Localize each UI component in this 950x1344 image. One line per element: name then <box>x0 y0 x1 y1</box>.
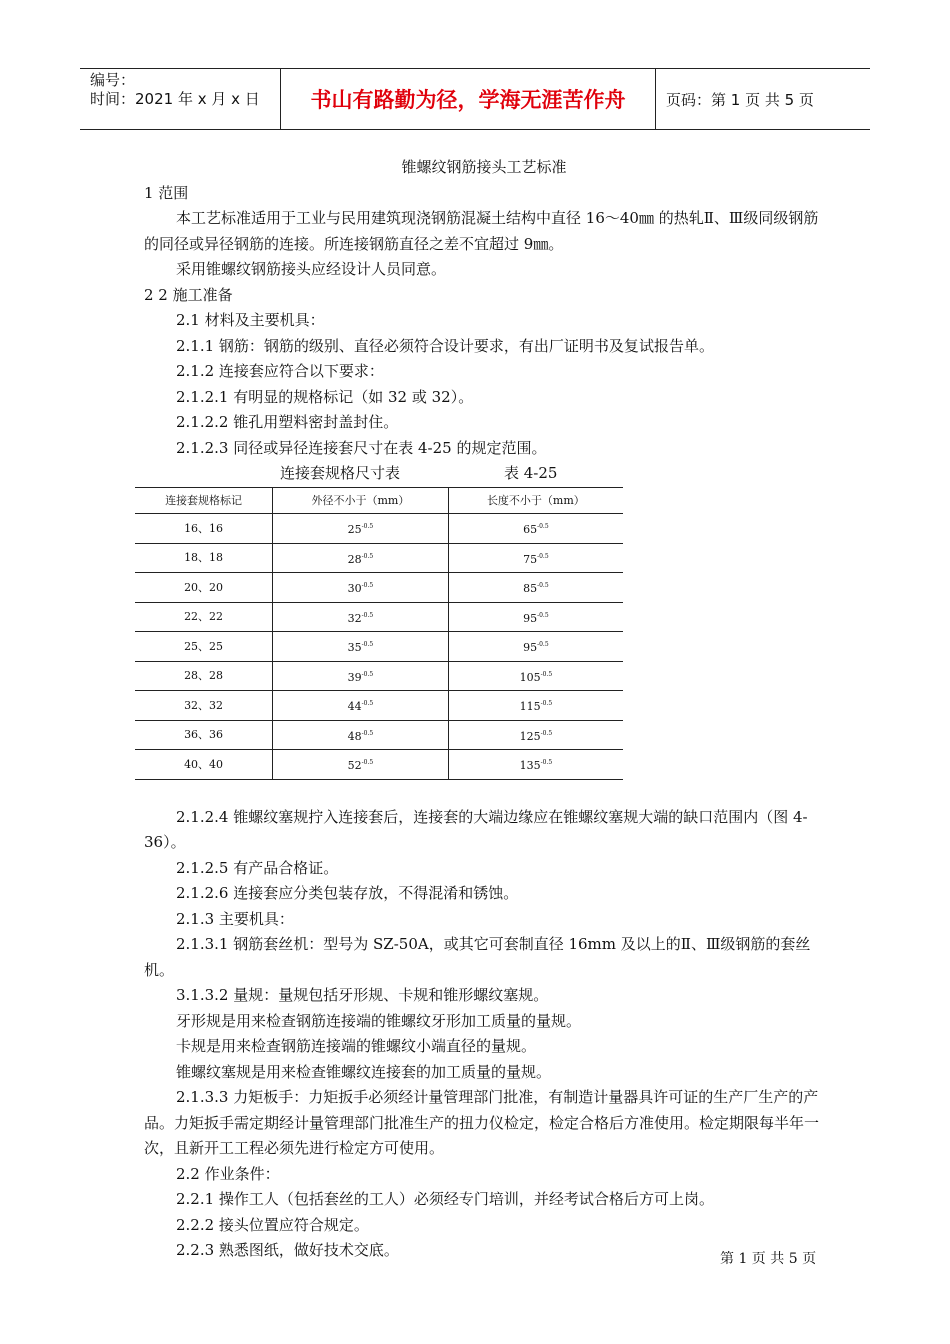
table-cell: $95^{-0.5}$ <box>448 632 623 662</box>
tolerance: -0.5 <box>361 700 374 707</box>
paragraph: 2.1.3.3 力矩板手：力矩扳手必须经计量管理部门批准，有制造计量器具许可证的生产厂生产的产品。力矩扳手需定期经计量管理部门批准生产的扭力仪检定，检定合格后方准使用。检定期限每半年一次，且新开工工程必须先进行检定方可使用。 <box>144 1088 820 1157</box>
table-cell: $75^{-0.5}$ <box>448 543 623 573</box>
tolerance: -0.5 <box>361 729 374 737</box>
section-heading: 2 2 施工准备 <box>144 285 233 304</box>
header-motto: 书山有路勤为径，学海无涯苦作舟 <box>280 69 656 129</box>
tolerance: -0.5 <box>537 523 549 530</box>
table-cell: $115^{-0.5}$ <box>448 691 623 721</box>
tolerance: -0.5 <box>540 729 553 737</box>
table-cell: $52^{-0.5}$ <box>273 750 449 780</box>
paragraph: 采用锥螺纹钢筋接头应经设计人员同意。 <box>176 260 447 278</box>
paragraph: 2.1.2.6 连接套应分类包装存放，不得混淆和锈蚀。 <box>176 884 519 902</box>
tolerance: -0.5 <box>361 611 374 619</box>
tolerance: -0.5 <box>361 670 374 678</box>
paragraph: 2.1.2 连接套应符合以下要求： <box>176 362 384 380</box>
table-row <box>135 573 623 603</box>
tolerance: -0.5 <box>361 582 374 589</box>
time-label: 时间：2021 年 x 月 x 日 <box>90 90 260 108</box>
tolerance: -0.5 <box>540 759 553 766</box>
table-cell: 20、20 <box>135 573 273 603</box>
paragraph: 2.1.2.2 锥孔用塑料密封盖封住。 <box>176 413 399 431</box>
table-cell: $32^{-0.5}$ <box>273 602 449 632</box>
tolerance: -0.5 <box>361 641 374 648</box>
column-header: 连接套规格标记 <box>135 487 273 514</box>
table-cell: $44^{-0.5}$ <box>273 691 449 721</box>
table-cell: 18、18 <box>135 543 273 573</box>
table-cell: $135^{-0.5}$ <box>448 750 623 780</box>
paragraph: 牙形规是用来检查钢筋连接端的锥螺纹牙形加工质量的量规。 <box>176 1011 582 1030</box>
number-label: 编号： <box>90 71 136 89</box>
table-row <box>135 750 623 780</box>
tolerance: -0.5 <box>540 670 553 678</box>
table-title: 连接套规格尺寸表 <box>279 464 400 482</box>
tolerance: -0.5 <box>537 641 549 648</box>
spec-table <box>135 487 623 780</box>
page-header <box>80 68 870 130</box>
paragraph: 2.1.1 钢筋：钢筋的级别、直径必须符合设计要求，有出厂证明书及复试报告单。 <box>176 336 714 355</box>
table-cell: $28^{-0.5}$ <box>273 543 449 573</box>
paragraph: 2.1.3 主要机具： <box>176 909 294 928</box>
tolerance: -0.5 <box>361 523 374 530</box>
table-row <box>135 514 623 544</box>
table-row <box>135 543 623 573</box>
paragraph: 卡规是用来检查钢筋连接端的锥螺纹小端直径的量规。 <box>176 1037 537 1055</box>
tolerance: -0.5 <box>537 611 549 619</box>
tolerance: -0.5 <box>361 552 374 560</box>
tolerance: -0.5 <box>361 759 374 766</box>
document-title: 锥螺纹钢筋接头工艺标准 <box>401 158 567 176</box>
table-cell: $35^{-0.5}$ <box>273 632 449 662</box>
paragraph: 2.2.1 操作工人（包括套丝的工人）必须经专门培训，并经考试合格后方可上岗。 <box>176 1190 714 1208</box>
paragraph: 3.1.3.2 量规：量规包括牙形规、卡规和锥形螺纹塞规。 <box>176 986 549 1004</box>
paragraph: 本工艺标准适用于工业与民用建筑现浇钢筋混凝土结构中直径 16～40㎜ 的热轧Ⅱ、Ⅲ级同级钢筋的同径或异径钢筋的连接。所连接钢筋直径之差不宜超过 9㎜。 <box>144 209 819 253</box>
table-cell: $25^{-0.5}$ <box>273 514 449 544</box>
table-cell: $125^{-0.5}$ <box>448 720 623 750</box>
paragraph: 2.1.2.1 有明显的规格标记（如 32 或 32）。 <box>176 387 474 406</box>
table-cell: 36、36 <box>135 720 273 750</box>
header-meta <box>80 69 280 129</box>
paragraph: 2.1 材料及主要机具： <box>176 311 325 329</box>
paragraph: 2.1.3.1 钢筋套丝机：型号为 SZ-50A，或其它可套制直径 16mm 及以上的Ⅱ、Ⅲ级钢筋的套丝机。 <box>144 935 811 979</box>
paragraph: 锥螺纹塞规是用来检查锥螺纹连接套的加工质量的量规。 <box>176 1062 552 1081</box>
table-cell: 25、25 <box>135 632 273 662</box>
table-row <box>135 691 623 721</box>
table-cell: $30^{-0.5}$ <box>273 573 449 603</box>
paragraph: 2.2.2 接头位置应符合规定。 <box>176 1215 369 1234</box>
table-header-row <box>135 487 623 514</box>
table-row <box>135 661 623 691</box>
table-caption <box>136 461 624 487</box>
table-cell: $85^{-0.5}$ <box>448 573 623 603</box>
table-cell: 32、32 <box>135 691 273 721</box>
table-cell: $48^{-0.5}$ <box>273 720 449 750</box>
table-cell: 40、40 <box>135 750 273 780</box>
paragraph: 2.2 作业条件： <box>176 1164 280 1183</box>
table-cell: $39^{-0.5}$ <box>273 661 449 691</box>
table-row <box>135 720 623 750</box>
document-body <box>144 155 824 1264</box>
table-cell: 28、28 <box>135 661 273 691</box>
paragraph: 2.1.2.4 锥螺纹塞规拧入连接套后，连接套的大端边缘应在锥螺纹塞规大端的缺口范围内（图 4-36）。 <box>144 807 808 851</box>
header-page-label: 页码：第 1 页 共 5 页 <box>666 90 814 109</box>
page-footer: 第 1 页 共 5 页 <box>720 1251 817 1267</box>
section-heading: 1 范围 <box>144 183 189 202</box>
tolerance: -0.5 <box>540 700 553 707</box>
column-header: 长度不小于（mm） <box>448 487 623 514</box>
table-cell: 22、22 <box>135 602 273 632</box>
table-cell: $65^{-0.5}$ <box>448 514 623 544</box>
table-row <box>135 602 623 632</box>
paragraph: 2.2.3 熟悉图纸，做好技术交底。 <box>176 1241 399 1259</box>
paragraph: 2.1.2.5 有产品合格证。 <box>176 858 339 877</box>
paragraph: 2.1.2.3 同径或异径连接套尺寸在表 4-25 的规定范围。 <box>176 438 547 457</box>
table-row <box>135 632 623 662</box>
table-cell: 16、16 <box>135 514 273 544</box>
table-number: 表 4-25 <box>504 464 558 482</box>
tolerance: -0.5 <box>537 582 549 589</box>
table-cell: $105^{-0.5}$ <box>448 661 623 691</box>
table-cell: $95^{-0.5}$ <box>448 602 623 632</box>
column-header: 外径不小于（mm） <box>273 487 449 514</box>
tolerance: -0.5 <box>537 552 549 560</box>
